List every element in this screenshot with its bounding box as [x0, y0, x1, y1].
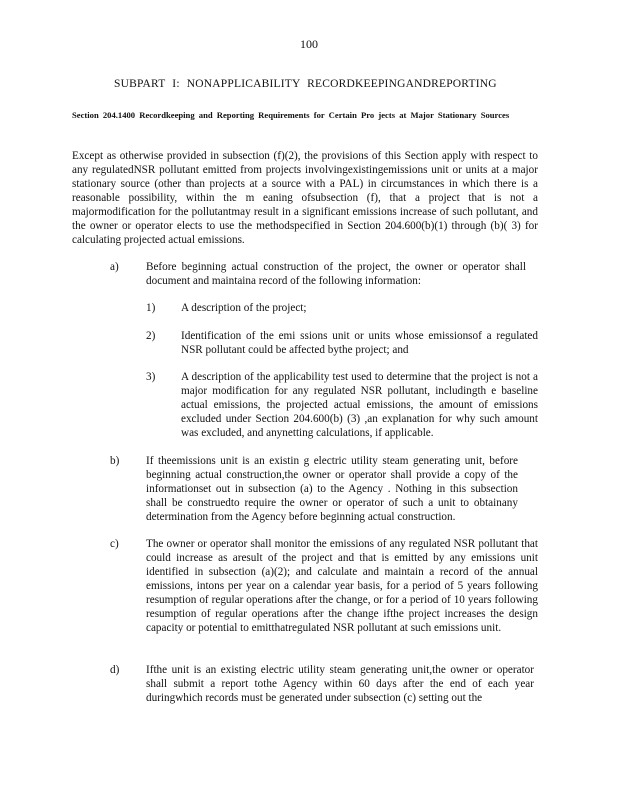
subsection-a-1: [146, 301, 538, 315]
section-heading: Section 204.1400 Recordkeeping and Reporting Requirements for Certain Pro jects at Major Stationary Sources: [72, 110, 510, 120]
subsection-a-3: [146, 370, 538, 440]
subsection-a-3-text: A description of the applicability test used to determine that the project is not a major modification for any regulated NSR pollutant, includingth e baseline actual emissions, the projected actual emissions, the amount of emissions excluded under Section 204.600(b) (3) ,an explanation for why such amount was excluded, and anynetting calculations, if applicable.: [181, 371, 538, 439]
subsection-a-2: [146, 329, 538, 357]
subsection-d: [110, 663, 534, 705]
subsection-c: [110, 537, 538, 635]
subsection-d-text: Ifthe unit is an existing electric utility steam generating unit,the owner or operator shall submit a report tothe Agency within 60 days after the end of each year duringwhich records must be generated under subsection (c) setting out the: [146, 664, 534, 704]
subsection-a-1-text: A description of the project;: [181, 302, 307, 314]
subpart-title: SUBPART I: NONAPPLICABILITY RECORDKEEPINGANDREPORTING: [114, 78, 497, 90]
subsection-c-text: The owner or operator shall monitor the emissions of any regulated NSR pollutant that could increase as aresult of the project and that is emitted by any emissions unit identified in subsection (a)(2); and calculate and maintain a record of the annual emissions, intons per year on a calendar year basis, for a period of 5 years following resumption of regular operations after the change, or for a period of 10 years following resumption of regular operations after the change ifthe project increases the design capacity or potential to emitthatregulated NSR pollutant at such emissions unit.: [146, 538, 538, 634]
subsection-a-marker: a): [110, 261, 119, 273]
page-number: 100: [300, 37, 318, 51]
subsection-b: [110, 454, 518, 524]
subsection-a-3-marker: 3): [146, 371, 156, 383]
subsection-a-text: Before beginning actual construction of the project, the owner or operator shall document and maintaina record of the following information:: [146, 261, 526, 287]
subsection-a-2-text: Identification of the emi ssions unit or units whose emissionsof a regulated NSR pollutant could be affected bythe project; and: [181, 330, 538, 356]
subsection-a: [110, 260, 526, 288]
subsection-b-text: If theemissions unit is an existin g electric utility steam generating unit, before beginning actual construction,the owner or operator shall provide a copy of the informationset out in subsection (a) to the Agency . Nothing in this subsection shall be construedto require the owner or operator of such a unit to obtainany determination from the Agency before beginning actual construction.: [146, 455, 518, 523]
subsection-a-1-marker: 1): [146, 302, 156, 314]
subsection-c-marker: c): [110, 538, 119, 550]
subsection-a-2-marker: 2): [146, 330, 156, 342]
subsection-b-marker: b): [110, 455, 120, 467]
intro-paragraph: Except as otherwise provided in subsection (f)(2), the provisions of this Section apply with respect to any regulatedNSR pollutant emitted from projects involvingexistingemissions unit or units at a major stationary source (other than projects at a source with a PAL) in circumstances in which there is a reasonable possibility, within the m eaning ofsubsection (f), that a project that is not a majormodification for the pollutantmay result in a significant emissions increase of such pollutant, and the owner or operator elects to use the methodspecified in Section 204.600(b)(1) through (b)( 3) for calculating projected actual emissions.: [72, 150, 538, 246]
subsection-d-marker: d): [110, 664, 120, 676]
